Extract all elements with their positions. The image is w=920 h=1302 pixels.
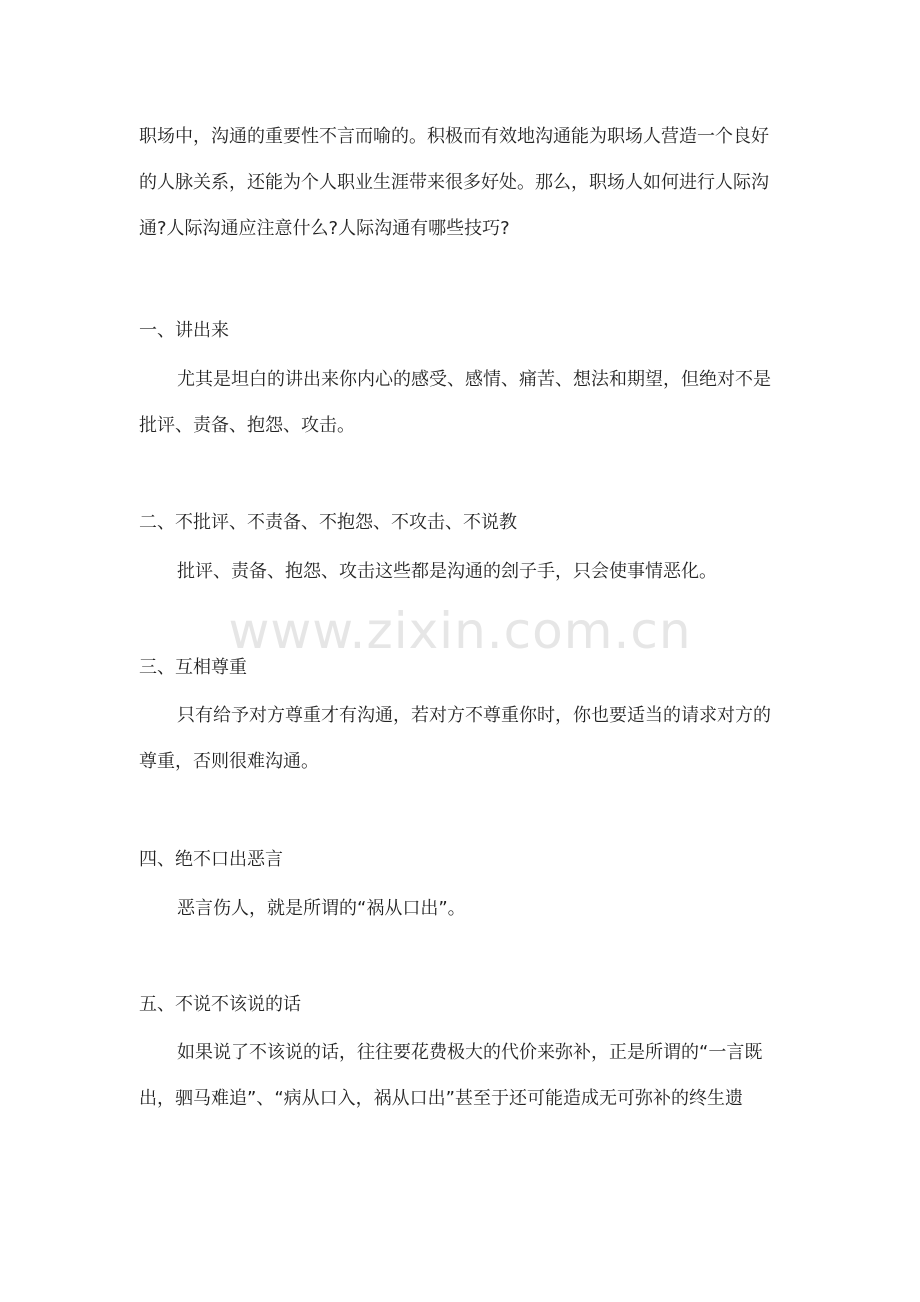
section-body-1: 尤其是坦白的讲出来你内心的感受、感情、痛苦、想法和期望，但绝对不是批评、责备、抱怨、攻击。 <box>139 369 771 436</box>
section-heading-4: 四、绝不口出恶言 <box>139 849 283 870</box>
section-heading-2: 二、不批评、不责备、不抱怨、不攻击、不说教 <box>139 512 517 533</box>
section-heading-5: 五、不说不该说的话 <box>139 994 301 1015</box>
section-body-5: 如果说了不该说的话，往往要花费极大的代价来弥补，正是所谓的“一言既出，驷马难追”、“病从口入，祸从口出”甚至于还可能造成无可弥补的终生遗 <box>139 1042 763 1109</box>
section-heading-1: 一、讲出来 <box>139 320 229 341</box>
watermark: www.zixin.com.cn <box>228 602 692 660</box>
section-body-3: 只有给予对方尊重才有沟通，若对方不尊重你时，你也要适当的请求对方的尊重，否则很难沟通。 <box>139 705 771 772</box>
section-body-2: 批评、责备、抱怨、攻击这些都是沟通的刽子手，只会使事情恶化。 <box>177 561 717 582</box>
section-heading-3: 三、互相尊重 <box>139 657 247 678</box>
intro-paragraph: 职场中，沟通的重要性不言而喻的。积极而有效地沟通能为职场人营造一个良好的人脉关系，还能为个人职业生涯带来很多好处。那么，职场人如何进行人际沟通?人际沟通应注意什么?人际沟通有哪些技巧? <box>139 126 769 239</box>
section-body-4: 恶言伤人，就是所谓的“祸从口出”。 <box>177 898 466 919</box>
